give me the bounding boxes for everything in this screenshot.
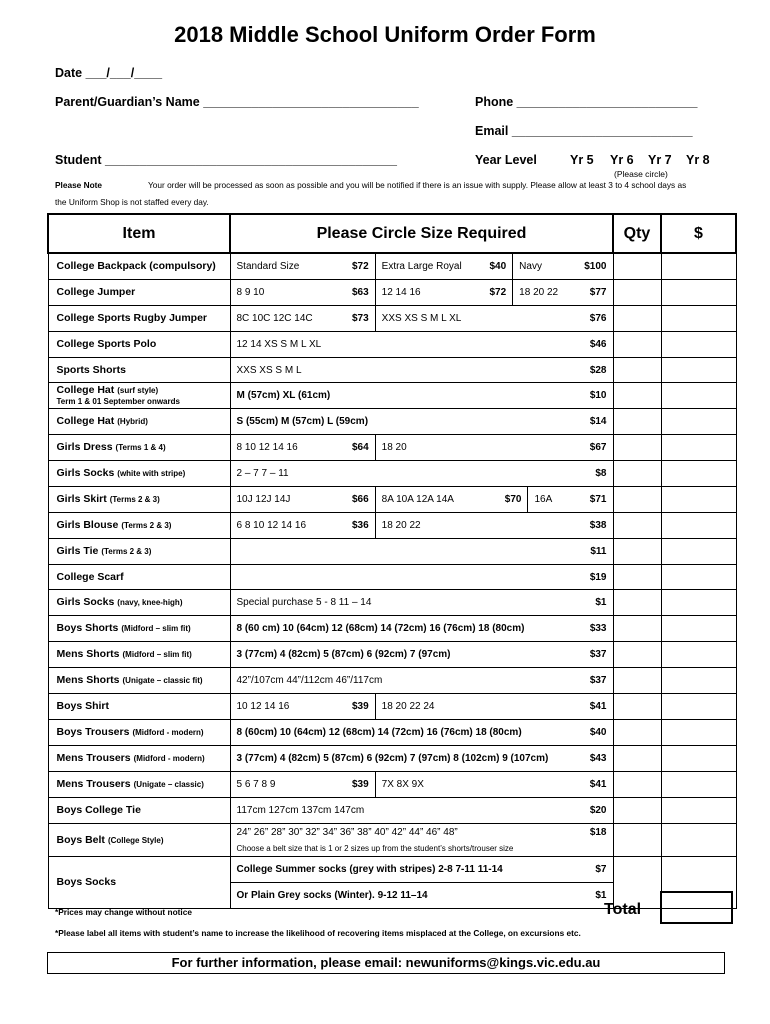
- item-sublabel: (Midford – slim fit): [121, 624, 191, 633]
- prices-note: *Prices may change without notice: [55, 907, 192, 917]
- amount-field[interactable]: [661, 513, 736, 539]
- table-row: [48, 253, 736, 280]
- item-name: [48, 383, 230, 409]
- qty-field[interactable]: [613, 280, 661, 306]
- qty-field[interactable]: [613, 590, 661, 616]
- table-row: [48, 694, 736, 720]
- item-sublabel: (Hybrid): [117, 417, 148, 426]
- qty-field[interactable]: [613, 720, 661, 746]
- size-choice[interactable]: Or Plain Grey socks (Winter). 9-12 11–14: [236, 890, 428, 901]
- item-name: [48, 616, 230, 642]
- item-label: Mens Shorts: [56, 648, 120, 660]
- table-row: [48, 798, 736, 824]
- size-choice[interactable]: XXS XS S M L XL: [381, 313, 462, 324]
- table-row: [48, 746, 736, 772]
- email-field[interactable]: Email __________________________: [475, 124, 693, 138]
- size-options: [230, 306, 613, 332]
- size-choice[interactable]: 24” 26” 28” 30” 32” 34” 36” 38” 40” 42” 44” 46” 48”: [236, 827, 458, 838]
- table-row: [48, 435, 736, 461]
- year-option-5[interactable]: Yr 5: [570, 153, 594, 167]
- item-name: [48, 824, 230, 857]
- item-label: Boys College Tie: [56, 804, 141, 816]
- size-options: [230, 772, 613, 798]
- table-row: [48, 487, 736, 513]
- item-name: [48, 358, 230, 383]
- item-price: $19: [589, 571, 607, 583]
- contact-info: For further information, please email: newuniforms@kings.vic.edu.au: [47, 952, 725, 974]
- size-choice[interactable]: S (55cm) M (57cm) L (59cm): [236, 416, 369, 427]
- table-row: [48, 668, 736, 694]
- item-label: Girls Tie: [56, 545, 99, 557]
- size-choice[interactable]: XXS XS S M L: [236, 364, 302, 376]
- size-choice[interactable]: 2 – 7 7 – 11: [236, 468, 289, 479]
- item-price: $72: [489, 287, 507, 298]
- amount-field[interactable]: [661, 461, 736, 487]
- item-price: $40: [489, 261, 507, 272]
- size-choice[interactable]: 5 6 7 8 9: [236, 779, 276, 790]
- size-choice[interactable]: 18 20: [381, 442, 407, 453]
- item-label: Mens Shorts: [56, 674, 120, 686]
- year-option-7[interactable]: Yr 7: [648, 153, 672, 167]
- amount-field[interactable]: [661, 694, 736, 720]
- size-options: [230, 280, 613, 306]
- amount-field[interactable]: [661, 746, 736, 772]
- item-sublabel: (white with stripe): [117, 469, 186, 478]
- item-price: $66: [351, 494, 369, 505]
- amount-field[interactable]: [661, 280, 736, 306]
- amount-field[interactable]: [661, 798, 736, 824]
- item-sublabel: (Midford - modern): [132, 728, 204, 737]
- total-label: Total: [604, 901, 642, 918]
- item-name: [48, 565, 230, 590]
- item-sublabel: (Terms 2 & 3): [109, 495, 160, 504]
- size-options: [230, 383, 613, 409]
- table-row: [48, 383, 736, 409]
- size-choice[interactable]: Special purchase 5 - 8 11 – 14: [236, 597, 372, 608]
- item-label: College Scarf: [56, 570, 124, 583]
- item-label: Girls Socks: [56, 467, 115, 479]
- item-price: $38: [589, 520, 607, 531]
- header-qty: Qty: [613, 214, 661, 253]
- item-label: College Jumper: [56, 286, 136, 298]
- phone-field[interactable]: Phone __________________________: [475, 95, 698, 109]
- size-choice[interactable]: 18 20 22: [381, 520, 421, 531]
- student-name-field[interactable]: Student __________________________________________: [55, 153, 397, 167]
- item-name: [48, 798, 230, 824]
- amount-field[interactable]: [661, 539, 736, 565]
- amount-field[interactable]: [661, 358, 736, 383]
- qty-field[interactable]: [613, 435, 661, 461]
- item-label: Girls Skirt: [56, 493, 107, 505]
- uniform-order-table: [47, 213, 737, 909]
- size-choice[interactable]: M (57cm) XL (61cm): [236, 390, 331, 401]
- qty-field[interactable]: [613, 694, 661, 720]
- date-field[interactable]: Date ___/___/____: [55, 66, 163, 80]
- size-options: [230, 513, 613, 539]
- table-row: [48, 616, 736, 642]
- size-choice[interactable]: 16A: [534, 494, 553, 505]
- item-price: $37: [589, 649, 607, 660]
- size-options: [230, 565, 613, 590]
- item-price: $73: [351, 313, 369, 324]
- year-level-label: Year Level: [475, 153, 537, 167]
- size-choice[interactable]: 117cm 127cm 137cm 147cm: [236, 805, 365, 816]
- item-note: Term 1 & 01 September onwards: [56, 396, 180, 406]
- item-price: $46: [589, 339, 607, 350]
- item-price: $43: [589, 753, 607, 764]
- item-price: $37: [589, 675, 607, 686]
- size-options: [230, 824, 613, 857]
- size-options: [230, 435, 613, 461]
- size-options: [230, 720, 613, 746]
- item-price: $71: [589, 494, 607, 505]
- amount-field[interactable]: [661, 616, 736, 642]
- amount-field[interactable]: [661, 306, 736, 332]
- item-sublabel: (Unigate – classic fit): [122, 676, 203, 685]
- table-row: [48, 590, 736, 616]
- item-name: [48, 539, 230, 565]
- item-name: [48, 332, 230, 358]
- item-label: College Hat: [56, 383, 115, 396]
- size-options: [230, 857, 613, 909]
- qty-field[interactable]: [613, 461, 661, 487]
- table-row: [48, 332, 736, 358]
- item-price: $41: [589, 779, 607, 790]
- item-sublabel: (surf style): [117, 385, 159, 395]
- item-label: Girls Dress: [56, 441, 113, 453]
- item-name: [48, 461, 230, 487]
- item-price: $72: [351, 261, 369, 272]
- item-price: $1: [595, 890, 607, 901]
- table-row: [48, 642, 736, 668]
- qty-field[interactable]: [613, 253, 661, 280]
- qty-field[interactable]: [613, 332, 661, 358]
- item-label: Boys Belt: [56, 833, 105, 846]
- item-price: $39: [351, 779, 369, 790]
- item-name: [48, 668, 230, 694]
- size-options: [230, 694, 613, 720]
- amount-field[interactable]: [661, 253, 736, 280]
- item-price: $1: [595, 597, 607, 608]
- table-row: [48, 409, 736, 435]
- item-name: [48, 857, 230, 909]
- amount-field[interactable]: [661, 824, 736, 857]
- table-row: [48, 358, 736, 383]
- item-name: [48, 487, 230, 513]
- item-label: Boys Trousers: [56, 726, 130, 738]
- item-name: [48, 435, 230, 461]
- item-price: $14: [589, 416, 607, 427]
- qty-field[interactable]: [613, 824, 661, 857]
- item-sublabel: (College Style): [107, 835, 164, 845]
- size-options: [230, 487, 613, 513]
- qty-field[interactable]: [613, 772, 661, 798]
- item-price: $63: [351, 287, 369, 298]
- size-options: [230, 590, 613, 616]
- item-name: [48, 513, 230, 539]
- item-price: $28: [589, 364, 607, 376]
- amount-field[interactable]: [661, 332, 736, 358]
- item-price: $41: [589, 701, 607, 712]
- item-label: Boys Socks: [56, 876, 117, 888]
- item-sublabel: (navy, knee-high): [117, 598, 183, 607]
- qty-field[interactable]: [613, 513, 661, 539]
- amount-field[interactable]: [661, 487, 736, 513]
- qty-field[interactable]: [613, 798, 661, 824]
- item-price: $64: [351, 442, 369, 453]
- amount-field[interactable]: [661, 720, 736, 746]
- please-circle-hint: (Please circle): [614, 169, 668, 179]
- item-price: $8: [595, 468, 607, 479]
- table-row: [48, 565, 736, 590]
- size-options: [230, 668, 613, 694]
- item-sublabel: (Terms 1 & 4): [115, 443, 166, 452]
- size-choice[interactable]: 12 14 XS S M L XL: [236, 339, 322, 350]
- item-name: [48, 280, 230, 306]
- year-option-6[interactable]: Yr 6: [610, 153, 634, 167]
- note-label: Please Note: [55, 180, 103, 190]
- item-label: Girls Socks: [56, 596, 115, 608]
- amount-field[interactable]: [661, 565, 736, 590]
- header-sizes: Please Circle Size Required: [230, 214, 613, 253]
- item-label: Mens Trousers: [56, 752, 131, 764]
- form-title: 2018 Middle School Uniform Order Form: [174, 22, 596, 47]
- item-sublabel: (Unigate – classic): [133, 780, 204, 789]
- size-choice[interactable]: College Summer socks (grey with stripes) 2-8 7-11 11-14: [236, 864, 503, 875]
- size-choice[interactable]: 7X 8X 9X: [381, 779, 424, 790]
- item-name: [48, 409, 230, 435]
- note-text: Your order will be processed as soon as possible and you will be notified if there is an issue with supply. Please allow at least 3 to 4 school days as: [148, 180, 687, 190]
- item-label: Mens Trousers: [56, 778, 131, 790]
- item-name: [48, 642, 230, 668]
- item-price: $10: [589, 390, 607, 401]
- table-row: [48, 513, 736, 539]
- size-choice[interactable]: 6 8 10 12 14 16: [236, 520, 307, 531]
- size-choice[interactable]: 8 (60 cm) 10 (64cm) 12 (68cm) 14 (72cm) 16 (76cm) 18 (80cm): [236, 623, 525, 634]
- note-text-2: the Uniform Shop is not staffed every day.: [55, 197, 209, 207]
- item-price: $18: [589, 827, 607, 838]
- table-row: [48, 280, 736, 306]
- size-choice[interactable]: 8A 10A 12A 14A: [381, 494, 454, 505]
- item-price: $67: [589, 442, 607, 453]
- amount-field[interactable]: [661, 642, 736, 668]
- qty-field[interactable]: [613, 642, 661, 668]
- total-field[interactable]: [660, 891, 733, 924]
- qty-field[interactable]: [613, 358, 661, 383]
- qty-field[interactable]: [613, 565, 661, 590]
- size-options: [230, 253, 613, 280]
- year-option-8[interactable]: Yr 8: [686, 153, 710, 167]
- item-sublabel: (Midford - modern): [133, 754, 205, 763]
- size-options: [230, 461, 613, 487]
- size-options: [230, 642, 613, 668]
- item-label: College Sports Polo: [56, 338, 157, 350]
- item-price: $36: [351, 520, 369, 531]
- item-name: [48, 720, 230, 746]
- size-choice[interactable]: 8 10 12 14 16: [236, 442, 298, 453]
- amount-field[interactable]: [661, 772, 736, 798]
- size-options: [230, 616, 613, 642]
- size-choice[interactable]: 12 14 16: [381, 287, 421, 298]
- item-price: $40: [589, 727, 607, 738]
- item-sublabel: (Midford – slim fit): [122, 650, 192, 659]
- item-name: [48, 694, 230, 720]
- item-label: Sports Shorts: [56, 363, 126, 376]
- qty-field[interactable]: [613, 746, 661, 772]
- parent-name-field[interactable]: Parent/Guardian’s Name _______________________________: [55, 95, 419, 109]
- size-options: [230, 332, 613, 358]
- item-name: [48, 253, 230, 280]
- size-choice[interactable]: 8C 10C 12C 14C: [236, 313, 313, 324]
- size-choice[interactable]: 3 (77cm) 4 (82cm) 5 (87cm) 6 (92cm) 7 (97cm) 8 (102cm) 9 (107cm): [236, 753, 549, 764]
- size-choice[interactable]: 8 9 10: [236, 287, 265, 298]
- table-row: [48, 461, 736, 487]
- item-price: $100: [584, 261, 607, 272]
- size-options: [230, 409, 613, 435]
- item-label: Girls Blouse: [56, 519, 119, 531]
- item-label: College Hat: [56, 415, 115, 427]
- header-item: Item: [48, 214, 230, 253]
- table-row: [48, 539, 736, 565]
- item-price: $77: [589, 287, 607, 298]
- size-options: [230, 358, 613, 383]
- item-label: Boys Shirt: [56, 700, 110, 712]
- qty-field[interactable]: [613, 383, 661, 409]
- qty-field[interactable]: [613, 487, 661, 513]
- item-price: $39: [351, 701, 369, 712]
- qty-field[interactable]: [613, 668, 661, 694]
- size-choice[interactable]: Navy: [519, 261, 542, 272]
- header-dollar: $: [661, 214, 736, 253]
- size-choice[interactable]: 42”/107cm 44”/112cm 46”/117cm: [236, 675, 383, 686]
- size-choice[interactable]: Extra Large Royal: [381, 261, 462, 272]
- item-price: $7: [595, 864, 607, 875]
- size-options: [230, 746, 613, 772]
- item-price: $70: [504, 494, 522, 505]
- label-note: *Please label all items with student’s name to increase the likelihood of recovering items misplaced at the College, on excursions etc.: [55, 928, 581, 938]
- table-row: [48, 824, 736, 857]
- size-choice[interactable]: 18 20 22 24: [381, 701, 435, 712]
- amount-field[interactable]: [661, 409, 736, 435]
- item-sublabel: (Terms 2 & 3): [121, 521, 172, 530]
- table-row: [48, 306, 736, 332]
- item-name: [48, 746, 230, 772]
- amount-field[interactable]: [661, 668, 736, 694]
- item-name: [48, 306, 230, 332]
- item-name: [48, 772, 230, 798]
- table-row: [48, 772, 736, 798]
- belt-size-note: Choose a belt size that is 1 or 2 sizes up from the student’s shorts/trouser size: [236, 844, 514, 853]
- size-choice[interactable]: 18 20 22: [519, 287, 559, 298]
- size-choice[interactable]: Standard Size: [236, 261, 300, 272]
- item-price: $33: [589, 623, 607, 634]
- item-price: $76: [589, 313, 607, 324]
- qty-field[interactable]: [613, 409, 661, 435]
- size-options: [230, 539, 613, 565]
- size-choice[interactable]: 10 12 14 16: [236, 701, 290, 712]
- item-label: College Backpack (compulsory): [56, 260, 216, 272]
- item-name: [48, 590, 230, 616]
- item-label: College Sports Rugby Jumper: [56, 312, 208, 324]
- amount-field[interactable]: [661, 383, 736, 409]
- size-choice[interactable]: 3 (77cm) 4 (82cm) 5 (87cm) 6 (92cm) 7 (97cm): [236, 649, 451, 660]
- amount-field[interactable]: [661, 435, 736, 461]
- size-choice[interactable]: 8 (60cm) 10 (64cm) 12 (68cm) 14 (72cm) 16 (76cm) 18 (80cm): [236, 727, 522, 738]
- item-label: Boys Shorts: [56, 622, 119, 634]
- amount-field[interactable]: [661, 590, 736, 616]
- size-options: [230, 798, 613, 824]
- item-sublabel: (Terms 2 & 3): [101, 547, 152, 556]
- qty-field[interactable]: [613, 616, 661, 642]
- item-price: $11: [590, 546, 607, 557]
- qty-field[interactable]: [613, 539, 661, 565]
- size-choice[interactable]: 10J 12J 14J: [236, 494, 291, 505]
- qty-field[interactable]: [613, 306, 661, 332]
- item-price: $20: [589, 805, 607, 816]
- table-row: [48, 720, 736, 746]
